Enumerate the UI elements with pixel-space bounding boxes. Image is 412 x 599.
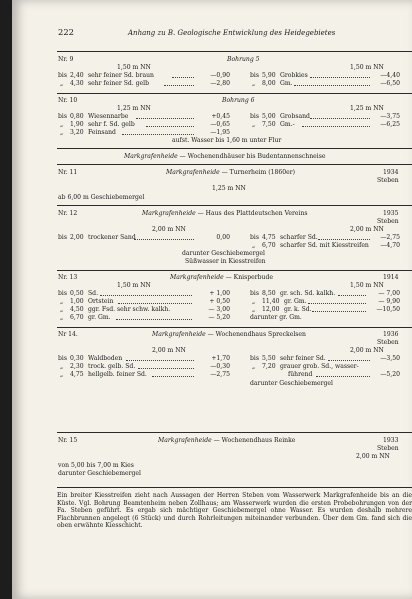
row-material: gr. k. Sd. (284, 306, 312, 313)
section-title-place: Markgrafenheide (166, 169, 220, 176)
section-firm: Steben (377, 445, 399, 452)
row-material: Waldboden (88, 355, 123, 362)
row-material: ggr. Fsd. sehr schw. kalkh. (88, 306, 171, 313)
section-rule (57, 205, 412, 206)
row-depth: 1,00 (70, 298, 84, 305)
row-material: hellgelb. feiner Sd. (88, 371, 147, 378)
closing-paragraph: Ein breiter Kiesstreifen zieht nach Aussagen der Herren Steben vom Wasserwerk Markgrafenheide bis an die Küste. Vgl. Bohrung Beamtenheim neben Zollhaus; am Wasserwerk wurden die ersten Probebohrungen von der Fa. Steben geführt. Es ergab sich mächtiger Geschiebemergel ohne Wasser. Es wurden deshalb mehrere Flachbrunnen angelegt (6 Stück) und durch Rohrleitungen miteinander verbunden. Über dem Gm. fand sich die oben erwähnte Kiesschicht. (57, 492, 412, 530)
section-note: aufst. Wasser bis 1,60 m unter Flur (172, 137, 282, 144)
row-material: sehr f. Sd. gelb (88, 121, 135, 128)
row-prefix: bis (58, 290, 67, 297)
section-level: 1,25 m NN (212, 185, 246, 192)
row-material: gr. Gm. (284, 298, 307, 305)
leader-dots (172, 77, 194, 78)
row-value: —2,75 (210, 371, 230, 378)
row-depth: 4,50 (70, 306, 84, 313)
row-prefix: „ (252, 363, 256, 370)
section-note: darunter gr. Gm. (250, 314, 302, 321)
section-title-rest: — Wochenendhaus Reinke (211, 437, 296, 444)
leader-dots (316, 376, 370, 377)
row-value: + 0,50 (209, 298, 230, 305)
section-rule (57, 51, 412, 52)
row-value: —4,40 (380, 72, 400, 79)
row-material: Grobkies (280, 72, 308, 79)
row-prefix: „ (60, 298, 64, 305)
leader-dots (310, 77, 370, 78)
row-depth: 5,90 (262, 72, 276, 79)
row-material: Gm.- (280, 121, 295, 128)
page-number: 222 (58, 27, 74, 37)
row-material: scharfer Sd. mit Kiesstreifen (280, 242, 369, 249)
section-title (166, 169, 295, 176)
section-year: 1936 (383, 331, 399, 338)
leader-dots (152, 376, 194, 377)
row-prefix: bis (250, 234, 259, 241)
row-value: —6,50 (380, 80, 400, 87)
section-year: 1914 (383, 274, 399, 281)
leader-dots (308, 303, 366, 304)
section-note: Süßwasser in Kiesstreifen (185, 258, 266, 265)
row-depth: 4,30 (70, 80, 84, 87)
row-value: — 9,90 (378, 298, 400, 305)
row-prefix: „ (60, 314, 64, 321)
group-heading-place: Markgrafenheide (124, 153, 178, 160)
section-number: Nr. 9 (58, 56, 74, 63)
row-prefix: bis (58, 355, 67, 362)
left-level: 1,25 m NN (117, 105, 151, 112)
leader-dots (100, 295, 192, 296)
row-prefix: bis (58, 234, 67, 241)
row-prefix: bis (250, 113, 259, 120)
row-depth: 7,20 (262, 363, 276, 370)
row-depth: 4,75 (70, 371, 84, 378)
section-year: 1935 (383, 210, 399, 217)
section-title: Bohrung 6 (222, 97, 255, 104)
leader-dots (126, 360, 194, 361)
row-value: — 7,00 (378, 290, 400, 297)
section-title-rest: — Turnerheim (1860er) (219, 169, 295, 176)
section-title (142, 210, 308, 217)
row-depth: 0,30 (70, 355, 84, 362)
row-depth: 7,50 (262, 121, 276, 128)
leader-dots (138, 368, 194, 369)
row-prefix: bis (250, 290, 259, 297)
leader-dots (134, 239, 194, 240)
section-title-place: Markgrafenheide (152, 331, 206, 338)
row-depth: 0,80 (70, 113, 84, 120)
section-line: darunter Geschiebemergel (58, 470, 141, 477)
section-title-place: Markgrafenheide (158, 437, 212, 444)
row-value: —6,25 (380, 121, 400, 128)
row-value: —5,20 (380, 371, 400, 378)
row-prefix: „ (60, 129, 64, 136)
row-material: trock. gelb. Sd. (88, 363, 136, 370)
section-year: 1934 (383, 169, 399, 176)
section-rule (57, 270, 412, 271)
leader-dots (136, 118, 194, 119)
section-number: Nr. 11 (58, 169, 78, 176)
leader-dots (116, 319, 192, 320)
right-level: 2,00 m NN (350, 226, 384, 233)
group-heading-rest: — Wochenendhäuser bis Budentannenschneise (177, 153, 326, 160)
section-level: 2,00 m NN (356, 453, 390, 460)
section-title-rest: — Haus des Plattdeutschen Vereins (195, 210, 308, 217)
leader-dots (146, 126, 194, 127)
section-firm: Steben (377, 177, 399, 184)
section-firm: Steben (377, 339, 399, 346)
row-depth: 5,50 (262, 355, 276, 362)
right-level: 1,25 m NN (350, 105, 384, 112)
row-material: Wiesennarbe (88, 113, 129, 120)
left-level: 2,00 m NN (152, 226, 186, 233)
row-depth: 3,20 (70, 129, 84, 136)
right-level: 2,00 m NN (350, 347, 384, 354)
right-level: 1,50 m NN (350, 64, 384, 71)
section-number: Nr. 10 (58, 97, 78, 104)
row-prefix: bis (58, 72, 67, 79)
row-value: —10,50 (376, 306, 400, 313)
left-level: 1,50 m NN (117, 282, 151, 289)
section-line: von 5,00 bis 7,00 m Kies (58, 462, 134, 469)
section-rule (57, 148, 412, 149)
row-value: 0,00 (216, 234, 230, 241)
row-depth: 0,50 (70, 290, 84, 297)
section-note: darunter Geschiebemergel (182, 250, 265, 257)
row-depth: 2,30 (70, 363, 84, 370)
leader-dots (312, 311, 366, 312)
group-heading (124, 153, 325, 160)
row-material: gr. Gm. (88, 314, 111, 321)
row-material: sehr feiner Sd. braun (88, 72, 154, 79)
row-material: gr. sch. Sd. kalkh. (280, 290, 336, 297)
section-title (152, 331, 306, 338)
row-prefix: „ (252, 298, 256, 305)
row-prefix: „ (252, 242, 256, 249)
document-page (12, 0, 412, 599)
row-value: + 1,00 (209, 290, 230, 297)
row-prefix: „ (60, 80, 64, 87)
row-value: —0,30 (210, 363, 230, 370)
row-material: führend (288, 371, 313, 378)
row-depth: 1,90 (70, 121, 84, 128)
section-number: Nr. 15 (58, 437, 78, 444)
section-title-rest: — Knisperbude (223, 274, 273, 281)
row-prefix: „ (60, 306, 64, 313)
row-material: Grobsand (280, 113, 310, 120)
row-value: +0,45 (211, 113, 230, 120)
section-rule (57, 487, 412, 488)
leader-dots (318, 239, 370, 240)
row-depth: 4,75 (262, 234, 276, 241)
row-material: scharfer Sd. (280, 234, 318, 241)
section-number: Nr. 12 (58, 210, 78, 217)
row-depth: 2,00 (70, 234, 84, 241)
row-material: Ortstein (88, 298, 114, 305)
leader-dots (118, 303, 192, 304)
row-prefix: „ (252, 80, 256, 87)
row-depth: 8,50 (262, 290, 276, 297)
row-prefix: „ (60, 363, 64, 370)
running-title: Anhang zu B. Geologische Entwicklung des Heidegebietes (128, 29, 336, 37)
section-title (170, 274, 273, 281)
row-value: — 3,00 (208, 306, 230, 313)
row-value: —3,50 (380, 355, 400, 362)
left-level: 2,00 m NN (152, 347, 186, 354)
leader-dots (164, 85, 194, 86)
row-value: —2,80 (210, 80, 230, 87)
row-value: +1,70 (211, 355, 230, 362)
section-title (158, 437, 295, 444)
section-number: Nr 14. (58, 331, 78, 338)
section-rule (57, 327, 412, 328)
row-value: —0,90 (210, 72, 230, 79)
row-prefix: „ (60, 121, 64, 128)
row-prefix: bis (250, 72, 259, 79)
row-depth: 5,00 (262, 113, 276, 120)
leader-dots (294, 85, 370, 86)
row-value: — 5,20 (208, 314, 230, 321)
section-note: darunter Geschiebemergel (250, 380, 333, 387)
section-line: ab 6,00 m Geschiebemergel (58, 194, 145, 201)
right-level: 1,50 m NN (350, 282, 384, 289)
leader-dots (122, 134, 194, 135)
left-level: 1,50 m NN (117, 64, 151, 71)
section-title-place: Markgrafenheide (142, 210, 196, 217)
section-number: Nr. 13 (58, 274, 78, 281)
row-depth: 12,00 (262, 306, 280, 313)
row-material: sehr feiner Sd. (280, 355, 326, 362)
row-material: Sd. (88, 290, 99, 297)
row-prefix: bis (58, 113, 67, 120)
section-rule (57, 432, 412, 433)
section-rule (57, 93, 412, 94)
row-depth: 6,70 (70, 314, 84, 321)
section-rule (57, 164, 412, 165)
row-value: —3,75 (380, 113, 400, 120)
row-value: —4,70 (380, 242, 400, 249)
row-depth: 11,40 (262, 298, 280, 305)
section-firm: Steben (377, 218, 399, 225)
row-depth: 6,70 (262, 242, 276, 249)
leader-dots (338, 295, 366, 296)
row-value: —1,95 (210, 129, 230, 136)
row-prefix: „ (252, 121, 256, 128)
row-material: Gm. (280, 80, 293, 87)
row-value: —0,65 (210, 121, 230, 128)
row-material: grauer grob. Sd., wasser- (280, 363, 359, 370)
row-material: Feinsand (88, 129, 116, 136)
row-material: sehr feiner Sd. gelb (88, 80, 150, 87)
row-prefix: bis (250, 355, 259, 362)
row-material: trockener Sand (88, 234, 136, 241)
row-depth: 2,40 (70, 72, 84, 79)
row-prefix: „ (252, 306, 256, 313)
row-depth: 8,00 (262, 80, 276, 87)
leader-dots (302, 126, 370, 127)
row-value: —2,75 (380, 234, 400, 241)
section-title: Bohrung 5 (227, 56, 260, 63)
section-title-rest: — Wochenendhaus Spreckelsen (205, 331, 306, 338)
section-year: 1933 (383, 437, 399, 444)
section-title-place: Markgrafenheide (170, 274, 224, 281)
leader-dots (310, 118, 370, 119)
row-prefix: „ (60, 371, 64, 378)
